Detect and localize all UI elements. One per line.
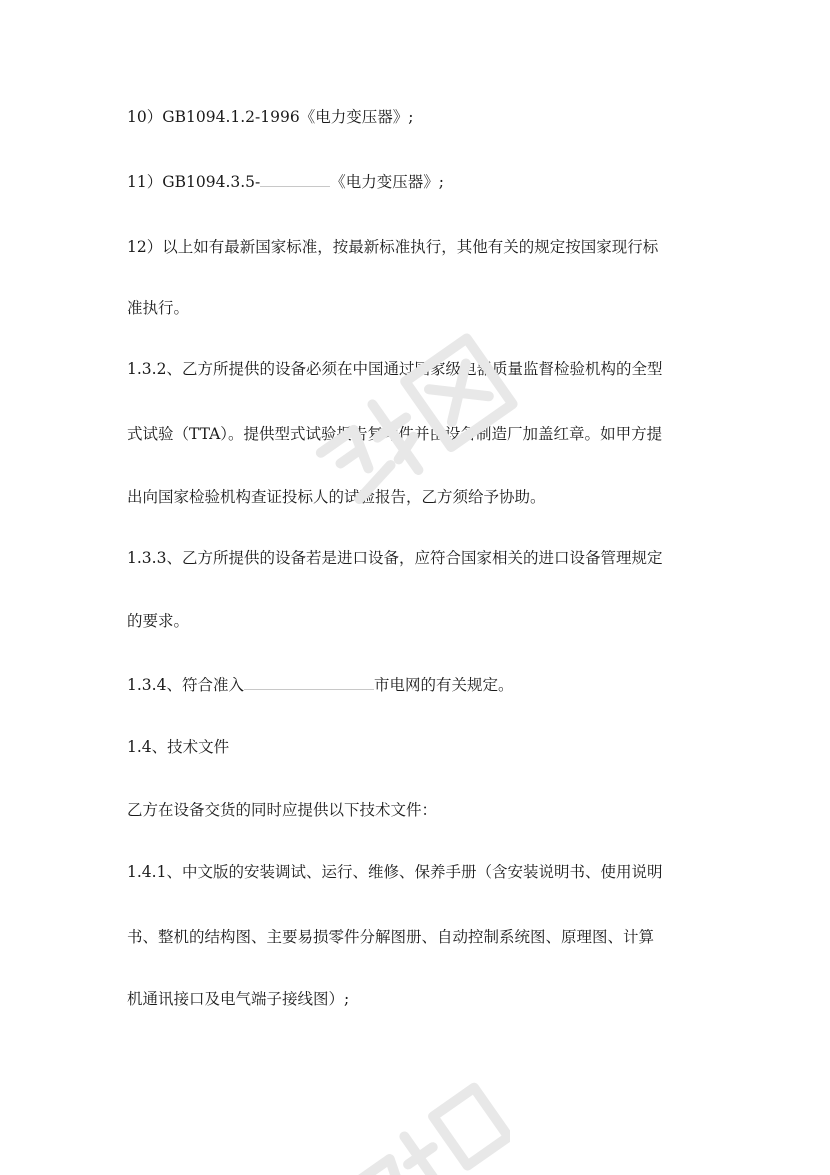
line-text: 12）以上如有最新国家标准，按最新标准执行，其他有关的规定按国家现行标 xyxy=(127,238,659,256)
line-text: 1.3.3、乙方所提供的设备若是进口设备，应符合国家相关的进口设备管理规定 xyxy=(127,549,663,567)
line-text: 乙方在设备交货的同时应提供以下技术文件： xyxy=(127,801,438,819)
line-text-before-blank: 11）GB1094.3.5- xyxy=(127,173,261,191)
clause-1-3-4 xyxy=(127,674,717,696)
line-text: 准执行。 xyxy=(127,299,190,317)
paragraph-line xyxy=(127,423,717,445)
blank-city-field xyxy=(244,675,374,690)
paragraph-line xyxy=(127,799,717,821)
clause-1-3-3 xyxy=(127,547,717,569)
paragraph-line xyxy=(127,988,717,1010)
standard-item-11 xyxy=(127,171,717,193)
blank-year-field xyxy=(260,172,330,187)
line-text-after-blank: 《电力变压器》; xyxy=(330,173,444,191)
line-text: 1.4.1、中文版的安装调试、运行、维修、保养手册（含安装说明书、使用说明 xyxy=(127,863,663,881)
paragraph-line xyxy=(127,486,717,508)
line-text: 机通讯接口及电气端子接线图）; xyxy=(127,990,350,1008)
line-text: 1.4、技术文件 xyxy=(127,738,230,756)
clause-1-4-1 xyxy=(127,861,717,883)
watermark-logo xyxy=(330,1080,510,1175)
line-text: 1.3.2、乙方所提供的设备必须在中国通过国家级电器质量监督检验机构的全型 xyxy=(127,360,663,378)
paragraph-line xyxy=(127,297,717,319)
line-text: 的要求。 xyxy=(127,612,190,630)
line-text: 书、整机的结构图、主要易损零件分解图册、自动控制系统图、原理图、计算 xyxy=(127,928,655,946)
line-text: 出向国家检验机构查证投标人的试验报告，乙方须给予协助。 xyxy=(127,488,546,506)
line-text-after-blank: 市电网的有关规定。 xyxy=(373,676,514,694)
line-text-before-blank: 1.3.4、符合准入 xyxy=(127,676,244,694)
paragraph-line xyxy=(127,926,717,948)
section-heading-1-4 xyxy=(127,736,717,758)
standard-item-10 xyxy=(127,106,717,128)
paragraph-line xyxy=(127,610,717,632)
line-text: 式试验（TTA）。提供型式试验报告复印件并由设备制造厂加盖红章。如甲方提 xyxy=(127,425,663,443)
clause-1-3-2 xyxy=(127,358,717,380)
line-text: 10）GB1094.1.2-1996《电力变压器》; xyxy=(127,108,414,126)
standard-item-12 xyxy=(127,236,717,258)
